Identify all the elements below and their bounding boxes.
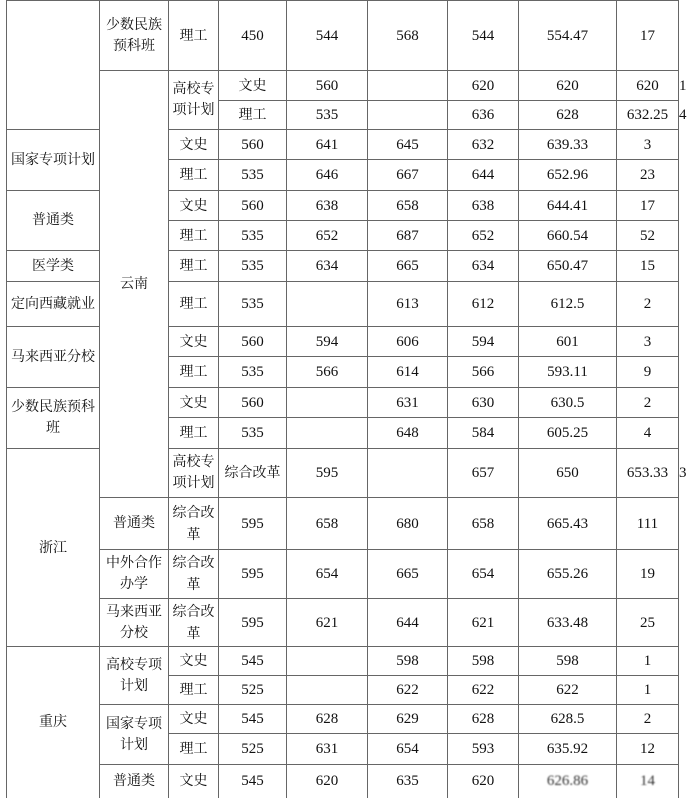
table-row — [7, 550, 679, 599]
score-cell-2 — [368, 71, 448, 101]
score-cell-1: 595 — [219, 498, 287, 550]
category-cell: 马来西亚分校 — [100, 599, 169, 647]
score-cell-6: 52 — [617, 221, 679, 251]
score-cell-2 — [287, 282, 368, 327]
score-cell-4: 634 — [448, 251, 519, 282]
table-row — [7, 1, 679, 71]
score-cell-6: 1 — [617, 647, 679, 676]
score-cell-6: 14 — [617, 765, 679, 798]
category-cell: 高校专项计划 — [169, 71, 219, 130]
category-cell: 中外合作办学 — [100, 550, 169, 599]
table-row — [7, 599, 679, 647]
score-cell-5: 601 — [519, 327, 617, 357]
subject-cell: 理工 — [169, 221, 219, 251]
score-cell-6: 12 — [617, 734, 679, 765]
score-cell-4: 652 — [448, 221, 519, 251]
score-cell-6: 1 — [617, 676, 679, 705]
score-cell-4: 632 — [448, 130, 519, 160]
province-cell: 云南 — [100, 71, 169, 498]
score-cell-3: 667 — [368, 160, 448, 191]
score-cell-5: 633.48 — [519, 599, 617, 647]
score-cell-2: 634 — [287, 251, 368, 282]
score-cell-3: 654 — [368, 734, 448, 765]
score-cell-1: 535 — [287, 101, 368, 130]
subject-cell: 理工 — [219, 101, 287, 130]
score-cell-3: 658 — [368, 191, 448, 221]
score-cell-4: 593 — [448, 734, 519, 765]
score-cell-2: 566 — [287, 357, 368, 388]
score-cell-5: 605.25 — [519, 418, 617, 449]
score-cell-5: 612.5 — [519, 282, 617, 327]
score-cell-5: 626.86 — [519, 765, 617, 798]
score-cell-2: 638 — [287, 191, 368, 221]
score-cell-2: 646 — [287, 160, 368, 191]
category-cell: 医学类 — [7, 251, 100, 282]
subject-cell: 文史 — [169, 327, 219, 357]
category-cell: 高校专项计划 — [100, 647, 169, 705]
province-cell: 浙江 — [7, 449, 100, 647]
score-cell-2: 628 — [287, 705, 368, 734]
category-cell: 普通类 — [7, 191, 100, 251]
score-cell-5: 622 — [519, 676, 617, 705]
score-cell-4: 544 — [448, 1, 519, 71]
subject-cell: 文史 — [169, 647, 219, 676]
score-cell-1: 450 — [219, 1, 287, 71]
table-row — [7, 705, 679, 734]
category-cell: 定向西藏就业 — [7, 282, 100, 327]
category-cell: 少数民族预科班 — [100, 1, 169, 71]
score-cell-1: 535 — [219, 357, 287, 388]
score-cell-4: 658 — [448, 498, 519, 550]
score-cell-3: 648 — [368, 418, 448, 449]
score-cell-6: 111 — [617, 498, 679, 550]
score-cell-1: 560 — [219, 191, 287, 221]
score-cell-1: 545 — [219, 647, 287, 676]
score-cell-2 — [368, 449, 448, 498]
score-cell-3: 680 — [368, 498, 448, 550]
score-cell-2 — [368, 101, 448, 130]
score-cell-6: 9 — [617, 357, 679, 388]
score-cell-6: 19 — [617, 550, 679, 599]
table-row: 云南 高校专项计划 文史 560 620 620 620 1 — [7, 71, 679, 101]
subject-cell: 综合改革 — [219, 449, 287, 498]
score-cell-3: 629 — [368, 705, 448, 734]
subject-cell: 理工 — [169, 282, 219, 327]
score-cell-5: 660.54 — [519, 221, 617, 251]
score-cell-4: 650 — [519, 449, 617, 498]
subject-cell: 文史 — [169, 388, 219, 418]
score-cell-1: 525 — [219, 734, 287, 765]
score-cell-4: 644 — [448, 160, 519, 191]
subject-cell: 综合改革 — [169, 550, 219, 599]
province-cell — [7, 1, 100, 130]
score-cell-5: 620 — [617, 71, 679, 101]
score-cell-2: 652 — [287, 221, 368, 251]
score-cell-3: 614 — [368, 357, 448, 388]
score-cell-6: 2 — [617, 705, 679, 734]
score-cell-6: 3 — [617, 130, 679, 160]
table-row: 理工 535 636 628 632.25 4 — [7, 101, 679, 130]
score-cell-3: 613 — [368, 282, 448, 327]
score-cell-2 — [287, 418, 368, 449]
score-cell-3: 606 — [368, 327, 448, 357]
table-row — [7, 765, 679, 798]
score-cell-4: 628 — [448, 705, 519, 734]
score-cell-2: 641 — [287, 130, 368, 160]
subject-cell: 理工 — [169, 160, 219, 191]
score-cell-4: 621 — [448, 599, 519, 647]
score-cell-1: 535 — [219, 418, 287, 449]
score-cell-2: 620 — [287, 765, 368, 798]
subject-cell: 文史 — [219, 71, 287, 101]
score-cell-6: 17 — [617, 1, 679, 71]
score-cell-1: 535 — [219, 160, 287, 191]
score-cell-5: 653.33 — [617, 449, 679, 498]
score-cell-5: 650.47 — [519, 251, 617, 282]
score-cell-6: 25 — [617, 599, 679, 647]
score-cell-1: 595 — [219, 599, 287, 647]
score-cell-5: 630.5 — [519, 388, 617, 418]
score-cell-1: 560 — [219, 130, 287, 160]
score-cell-3: 568 — [368, 1, 448, 71]
province-cell: 重庆 — [7, 647, 100, 798]
score-cell-5: 635.92 — [519, 734, 617, 765]
score-cell-1: 525 — [219, 676, 287, 705]
score-cell-5: 593.11 — [519, 357, 617, 388]
score-cell-3: 644 — [368, 599, 448, 647]
score-cell-5: 655.26 — [519, 550, 617, 599]
score-cell-6: 15 — [617, 251, 679, 282]
score-cell-1: 560 — [219, 388, 287, 418]
score-cell-2: 631 — [287, 734, 368, 765]
subject-cell: 文史 — [169, 765, 219, 798]
subject-cell: 理工 — [169, 357, 219, 388]
score-cell-1: 560 — [219, 327, 287, 357]
category-cell: 少数民族预科班 — [7, 388, 100, 449]
table-row — [7, 647, 679, 676]
score-cell-6: 3 — [617, 327, 679, 357]
score-cell-1: 545 — [219, 705, 287, 734]
score-cell-5: 632.25 — [617, 101, 679, 130]
category-cell: 高校专项计划 — [169, 449, 219, 498]
score-cell-4: 612 — [448, 282, 519, 327]
score-cell-3: 687 — [368, 221, 448, 251]
score-cell-1: 535 — [219, 282, 287, 327]
subject-cell: 综合改革 — [169, 599, 219, 647]
score-cell-2: 621 — [287, 599, 368, 647]
score-cell-5: 652.96 — [519, 160, 617, 191]
score-cell-5: 665.43 — [519, 498, 617, 550]
subject-cell: 理工 — [169, 734, 219, 765]
category-cell: 国家专项计划 — [7, 130, 100, 191]
subject-cell: 理工 — [169, 251, 219, 282]
score-cell-2: 544 — [287, 1, 368, 71]
score-cell-5: 554.47 — [519, 1, 617, 71]
category-cell: 国家专项计划 — [100, 705, 169, 765]
score-cell-4: 598 — [448, 647, 519, 676]
subject-cell: 文史 — [169, 130, 219, 160]
subject-cell: 理工 — [169, 676, 219, 705]
score-cell-4: 594 — [448, 327, 519, 357]
score-cell-1: 535 — [219, 221, 287, 251]
subject-cell: 理工 — [169, 418, 219, 449]
score-cell-1: 595 — [287, 449, 368, 498]
score-cell-3: 631 — [368, 388, 448, 418]
score-cell-6: 4 — [617, 418, 679, 449]
score-cell-3: 665 — [368, 550, 448, 599]
score-cell-1: 545 — [219, 765, 287, 798]
score-cell-3: 636 — [448, 101, 519, 130]
table-row: 浙江 高校专项计划 综合改革 595 657 650 653.33 3 — [7, 449, 679, 498]
score-cell-4: 638 — [448, 191, 519, 221]
score-cell-4: 630 — [448, 388, 519, 418]
score-cell-4: 620 — [448, 765, 519, 798]
score-cell-2: 658 — [287, 498, 368, 550]
subject-cell: 综合改革 — [169, 498, 219, 550]
score-cell-5: 639.33 — [519, 130, 617, 160]
score-cell-4: 628 — [519, 101, 617, 130]
subject-cell: 理工 — [169, 1, 219, 71]
score-cell-1: 595 — [219, 550, 287, 599]
score-cell-3: 620 — [448, 71, 519, 101]
score-cell-3: 665 — [368, 251, 448, 282]
category-cell: 普通类 — [100, 498, 169, 550]
score-cell-5: 628.5 — [519, 705, 617, 734]
score-cell-4: 620 — [519, 71, 617, 101]
score-cell-3: 645 — [368, 130, 448, 160]
category-cell: 马来西亚分校 — [7, 327, 100, 388]
score-cell-3: 622 — [368, 676, 448, 705]
score-cell-3: 598 — [368, 647, 448, 676]
score-cell-4: 584 — [448, 418, 519, 449]
score-cell-2: 594 — [287, 327, 368, 357]
score-cell-3: 635 — [368, 765, 448, 798]
score-cell-3: 657 — [448, 449, 519, 498]
score-cell-1: 560 — [287, 71, 368, 101]
admission-score-table — [6, 0, 687, 798]
score-cell-2: 654 — [287, 550, 368, 599]
category-cell: 普通类 — [100, 765, 169, 798]
score-cell-2 — [287, 676, 368, 705]
score-cell-4: 622 — [448, 676, 519, 705]
score-cell-4: 566 — [448, 357, 519, 388]
score-cell-4: 654 — [448, 550, 519, 599]
subject-cell: 文史 — [169, 705, 219, 734]
score-cell-2 — [287, 388, 368, 418]
score-cell-2 — [287, 647, 368, 676]
table-row — [7, 498, 679, 550]
score-cell-1: 535 — [219, 251, 287, 282]
score-cell-5: 598 — [519, 647, 617, 676]
score-cell-6: 2 — [617, 388, 679, 418]
score-cell-5: 644.41 — [519, 191, 617, 221]
subject-cell: 文史 — [169, 191, 219, 221]
score-cell-6: 2 — [617, 282, 679, 327]
score-cell-6: 23 — [617, 160, 679, 191]
score-cell-6: 17 — [617, 191, 679, 221]
